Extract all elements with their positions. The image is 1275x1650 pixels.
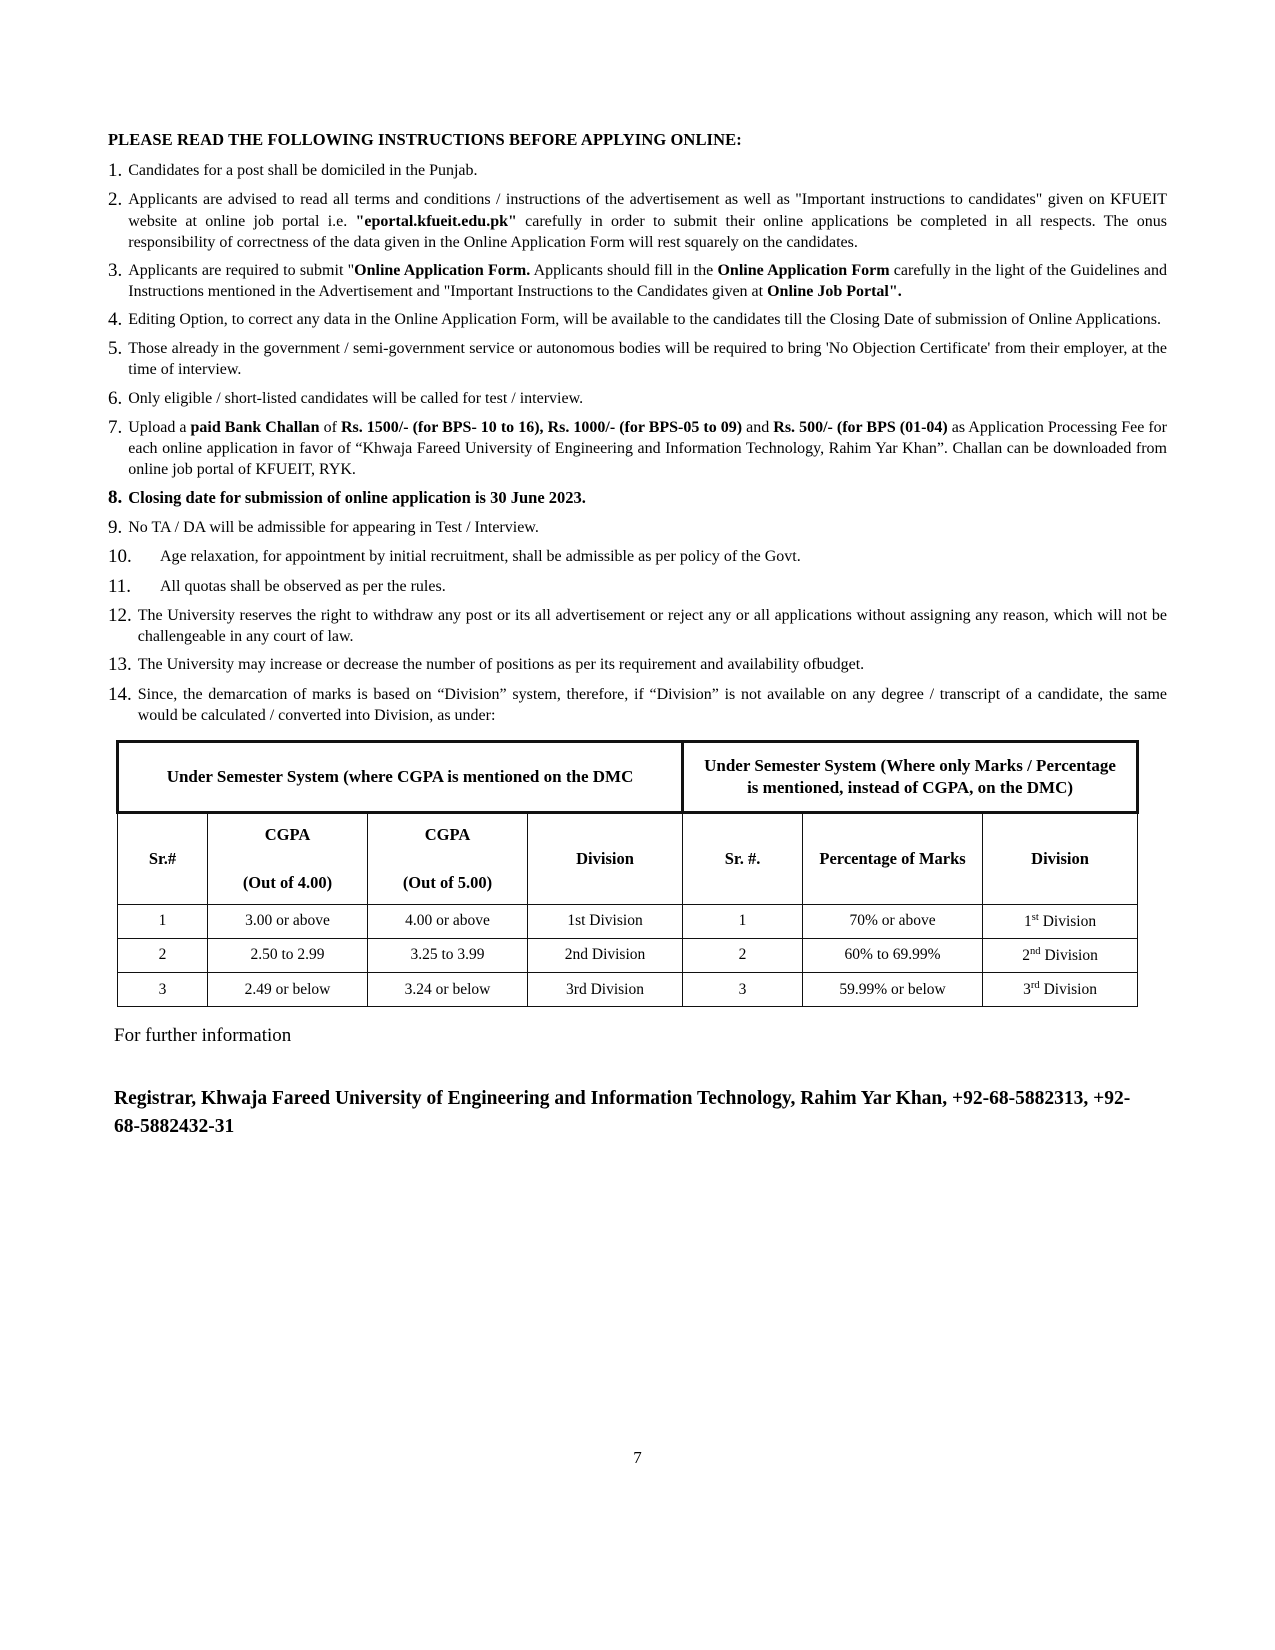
page-number: 7: [633, 1448, 642, 1467]
instruction-list: [108, 160, 1167, 726]
cell-sr-right: 1: [683, 904, 803, 938]
instruction-text: Only eligible / short-listed candidates will be called for test / interview.: [128, 389, 584, 407]
cell-cgpa5: 3.25 to 3.99: [368, 938, 528, 972]
instruction-item: [108, 417, 1167, 480]
cell-division-left: 2nd Division: [528, 938, 683, 972]
instruction-number: 5.: [108, 338, 123, 360]
col-header-division-right: Division: [983, 812, 1138, 904]
cell-cgpa5: 3.24 or below: [368, 973, 528, 1007]
instruction-text: Applicants are advised to read all terms and conditions / instructions of the advertisement as well as "Important instructions to candidates" given on KFUEIT website at online job portal i.e. "eportal.kfueit.edu.pk" carefully in order to submit their online applications be completed in all respects. The onus responsibility of correctness of the data given in the Online Application Form will rest squarely on the candidates.: [128, 191, 1167, 251]
table-group-header-row: [118, 741, 1138, 812]
cell-cgpa4: 2.50 to 2.99: [208, 938, 368, 972]
cell-cgpa4: 2.49 or below: [208, 973, 368, 1007]
instruction-item: [108, 605, 1167, 647]
instruction-number: 2.: [108, 189, 123, 211]
instruction-number: 9.: [108, 516, 123, 538]
cell-cgpa4: 3.00 or above: [208, 904, 368, 938]
instruction-item: [108, 654, 1167, 676]
cell-division-right: 3rd Division: [983, 973, 1138, 1007]
instruction-text: The University reserves the right to withdraw any post or its all advertisement or reject any or all applications without assigning any reason, which will not be challengeable in any court of law.: [137, 606, 1167, 646]
col-header-percentage: Percentage of Marks: [803, 812, 983, 904]
cell-sr-left: 1: [118, 904, 208, 938]
instruction-item: [108, 338, 1167, 380]
group-header-marks: Under Semester System (Where only Marks / Percentage is mentioned, instead of CGPA, on the DMC): [683, 741, 1138, 812]
instruction-item: [108, 309, 1167, 331]
instruction-number: 8.: [108, 487, 123, 509]
cell-sr-right: 3: [683, 973, 803, 1007]
cell-sr-left: 2: [118, 938, 208, 972]
instruction-number: 13.: [108, 654, 132, 676]
instruction-text: Since, the demarcation of marks is based on “Division” system, therefore, if “Division” is not available on any degree / transcript of a candidate, the same would be calculated / converted into Division, as under:: [137, 685, 1167, 724]
instruction-text: Closing date for submission of online application is 30 June 2023.: [128, 488, 586, 508]
instruction-text: Those already in the government / semi-government service or autonomous bodies will be required to bring 'No Objection Certificate' from their employer, at the time of interview.: [128, 340, 1167, 379]
instruction-item: [108, 546, 1167, 568]
col-header-sr-right: Sr. #.: [683, 812, 803, 904]
cell-division-right: 1st Division: [983, 904, 1138, 938]
instruction-text: Applicants are required to submit "Online Application Form. Applicants should fill in the Online Application Form carefully in the light of the Guidelines and Instructions mentioned in the Advertisement and "Important Instructions to the Candidates given at Online Job Portal".: [128, 261, 1167, 300]
instruction-number: 6.: [108, 387, 123, 409]
page-title: PLEASE READ THE FOLLOWING INSTRUCTIONS BEFORE APPLYING ONLINE:: [108, 130, 742, 149]
cell-percentage: 70% or above: [803, 904, 983, 938]
table-row: [118, 904, 1138, 938]
instruction-text: Editing Option, to correct any data in the Online Application Form, will be available to the candidates till the Closing Date of submission of Online Applications.: [128, 310, 1161, 328]
further-information-text: For further information: [114, 1025, 292, 1047]
instruction-item: [108, 189, 1167, 252]
instruction-number: 1.: [108, 160, 123, 181]
cell-sr-right: 2: [683, 938, 803, 972]
cell-division-left: 3rd Division: [528, 973, 683, 1007]
instruction-item: [108, 388, 1167, 410]
instruction-item: [108, 576, 1167, 598]
cell-cgpa5: 4.00 or above: [368, 904, 528, 938]
cell-division-left: 1st Division: [528, 904, 683, 938]
instruction-text: Upload a paid Bank Challan of Rs. 1500/- (for BPS- 10 to 16), Rs. 1000/- (for BPS-05 to 09) and Rs. 500/- (for BPS (01-04) as Application Processing Fee for each online application in favor of “Khwaja Fareed University of Engineering and Information Technology, Rahim Yar Khan”. Challan can be downloaded from online job portal of KFUEIT, RYK.: [128, 418, 1168, 479]
instruction-item: [108, 684, 1167, 726]
table-row: [118, 973, 1138, 1007]
group-header-cgpa: Under Semester System (where CGPA is mentioned on the DMC: [118, 741, 683, 812]
registrar-contact: Registrar, Khwaja Fareed University of Engineering and Information Technology, Rahim Yar Khan, +92-68-5882313, +92-68-5882432-31: [114, 1088, 1131, 1138]
instruction-number: 12.: [108, 604, 132, 626]
instruction-item: [108, 260, 1167, 302]
instruction-number: 3.: [108, 259, 123, 281]
instruction-number: 14.: [108, 683, 132, 705]
table-row: [118, 938, 1138, 972]
instruction-item: [108, 160, 1167, 182]
cell-percentage: 60% to 69.99%: [803, 938, 983, 972]
cell-division-right: 2nd Division: [983, 938, 1138, 972]
table-column-header-row: [118, 812, 1138, 904]
instruction-text: The University may increase or decrease the number of positions as per its requirement and availability ofbudget.: [137, 656, 865, 674]
instruction-number: 7.: [108, 416, 123, 438]
instruction-number: 11.: [108, 575, 132, 597]
instruction-number: 10.: [108, 546, 132, 568]
instruction-text: All quotas shall be observed as per the rules.: [160, 577, 446, 595]
cell-sr-left: 3: [118, 973, 208, 1007]
col-header-cgpa-5: CGPA (Out of 5.00): [368, 812, 528, 904]
cell-percentage: 59.99% or below: [803, 973, 983, 1007]
division-conversion-table: [116, 740, 1139, 1007]
instruction-text: Age relaxation, for appointment by initial recruitment, shall be admissible as per policy of the Govt.: [160, 548, 801, 566]
col-header-cgpa-4: CGPA (Out of 4.00): [208, 812, 368, 904]
instruction-text: Candidates for a post shall be domiciled in the Punjab.: [128, 162, 478, 179]
instruction-item: [108, 517, 1167, 539]
instruction-item: [108, 487, 1167, 509]
col-header-sr-left: Sr.#: [118, 812, 208, 904]
instruction-number: 4.: [108, 308, 123, 330]
instruction-text: No TA / DA will be admissible for appearing in Test / Interview.: [128, 518, 539, 536]
col-header-division-left: Division: [528, 812, 683, 904]
